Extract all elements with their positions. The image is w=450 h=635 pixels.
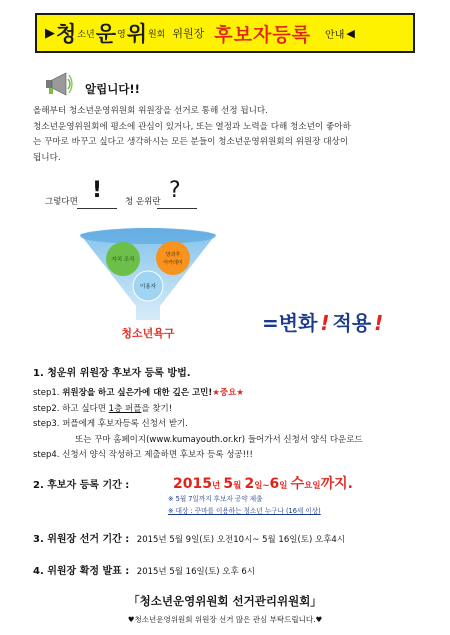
step-prefix: step3. xyxy=(33,419,60,429)
notice-title: 알립니다!! xyxy=(85,82,140,96)
period-unit: 요일 xyxy=(304,481,321,491)
step-text: 을 찾기! xyxy=(141,403,173,414)
step-prefix: step2. xyxy=(33,403,60,414)
period-weekday: 수 xyxy=(290,476,305,492)
step-emphasis: ★중요★ xyxy=(212,388,244,398)
section-3 xyxy=(33,530,345,545)
intro-line: 됩니다. xyxy=(33,152,61,163)
step-row xyxy=(33,386,433,402)
question-label: 청 운위란 xyxy=(125,197,161,207)
question-mark: ? xyxy=(169,178,181,203)
section-2 xyxy=(33,473,353,493)
banner-char: 운 xyxy=(95,22,116,46)
section-1-title: 1. 청운위 위원장 후보자 등록 방법. xyxy=(33,368,191,379)
megaphone-icon xyxy=(44,71,74,97)
section-3-title: 3. 위원장 선거 기간 : xyxy=(33,534,130,545)
arrow-right-icon: ▶ xyxy=(45,25,55,41)
question-line xyxy=(45,178,245,218)
banner-word: 위원장 xyxy=(172,27,205,40)
blue-label: 이용자 xyxy=(140,284,156,290)
step-underline: 1층 퍼플 xyxy=(108,403,142,414)
period-year: 2015 xyxy=(173,476,212,492)
banner-small: 소년 xyxy=(77,29,95,40)
exclamation-mark: ! xyxy=(92,178,103,203)
intro-line: 올해부터 청소년운영위원회 위원장을 선거로 통해 선정 됩니다. xyxy=(33,106,268,116)
step-prefix: step1. xyxy=(33,388,60,398)
heart-icon: ♥ xyxy=(315,615,323,624)
orange-label: 아카데미 xyxy=(163,260,183,266)
step-row xyxy=(33,433,433,449)
section-4-title: 4. 위원장 확정 발표 : xyxy=(33,566,130,577)
title-banner xyxy=(35,13,415,53)
period-unit: 일 xyxy=(279,481,288,491)
step-row xyxy=(33,417,433,433)
section-2-title: 2. 후보자 등록 기간 : xyxy=(33,480,130,491)
question-label: 그렇다면 xyxy=(45,197,78,207)
blank-line xyxy=(157,208,197,209)
step-text: 또는 꾸마 홈페이지(www.kumayouth.or.kr) 들어가서 신청서 양식 다운로드 xyxy=(75,434,363,445)
period-unit: 일~ xyxy=(254,481,270,491)
banner-small: 원회 xyxy=(147,29,166,40)
registration-period xyxy=(173,473,353,493)
election-period: 2015년 5월 9일(토) 오전10시~ 5월 16일(토) 오후4시 xyxy=(136,535,346,545)
step-text: 퍼플에게 후보자등록 신청서 받기. xyxy=(62,419,188,429)
funnel-rim xyxy=(80,228,216,244)
banner-small: 영 xyxy=(116,29,126,40)
formula-word: 적용 xyxy=(332,311,372,335)
banner-char: 위 xyxy=(126,22,147,46)
green-label: 자치 조직 xyxy=(111,257,135,263)
period-month: 5 xyxy=(223,476,234,492)
intro-line: 청소년운영위원회에 평소에 관심이 있거나, 또는 열정과 노력을 다해 청소년이 좋아하 xyxy=(33,121,351,132)
formula-eq: =변화 xyxy=(262,311,318,335)
footer-text: 청소년운영위원회 위원장 선거 많은 관심 부탁드립니다. xyxy=(134,615,316,624)
step-text: 신청서 양식 작성하고 제출하면 후보자 등록 성공!!! xyxy=(62,450,253,460)
announcement-date: 2015년 5월 16일(토) 오후 6시 xyxy=(136,567,255,577)
formula-bang: ! xyxy=(374,311,384,335)
period-day: 6 xyxy=(269,476,280,492)
banner-highlight: 후보자등록 xyxy=(214,23,312,46)
period-end: 까지. xyxy=(320,476,353,492)
note-line: ※ 5월 7일까지 후보자 공약 제출 xyxy=(168,495,263,503)
orange-label: 방과후 xyxy=(165,252,181,258)
period-notes xyxy=(168,493,321,517)
funnel-diagram xyxy=(78,228,218,343)
step-row xyxy=(33,448,433,464)
arrow-left-icon: ◀ xyxy=(346,26,355,40)
note-line: ※ 대상 : 꾸마를 이용하는 청소년 누구나 (16세 이상) xyxy=(168,507,321,515)
period-day: 2 xyxy=(244,476,255,492)
step-row xyxy=(33,402,433,418)
step-list xyxy=(33,386,433,464)
banner-char: 청 xyxy=(56,22,77,46)
orange-circle xyxy=(156,241,190,275)
step-text: 위원장을 하고 싶은가에 대한 깊은 고민! xyxy=(62,388,213,398)
intro-line: 는 꾸마로 바꾸고 싶다고 생각하시는 모든 분들이 청소년운영위원회의 위원장 대상이 xyxy=(33,137,349,147)
banner-end: 안내 xyxy=(325,29,345,41)
section-4 xyxy=(33,562,255,577)
heart-icon: ♥ xyxy=(127,615,135,624)
step-text: 하고 싶다면 xyxy=(62,403,106,414)
period-unit: 년 xyxy=(211,481,221,491)
footer-message xyxy=(0,614,450,625)
formula-text xyxy=(262,307,386,336)
formula-bang: ! xyxy=(320,311,330,335)
step-prefix: step4. xyxy=(33,450,60,460)
org-name: 「청소년운영위원회 선거관리위원회」 xyxy=(128,594,322,608)
funnel-bottom-label: 청소년욕구 xyxy=(121,327,175,340)
period-unit: 월 xyxy=(233,481,242,491)
blank-line xyxy=(77,208,117,209)
intro-paragraph xyxy=(33,104,428,166)
